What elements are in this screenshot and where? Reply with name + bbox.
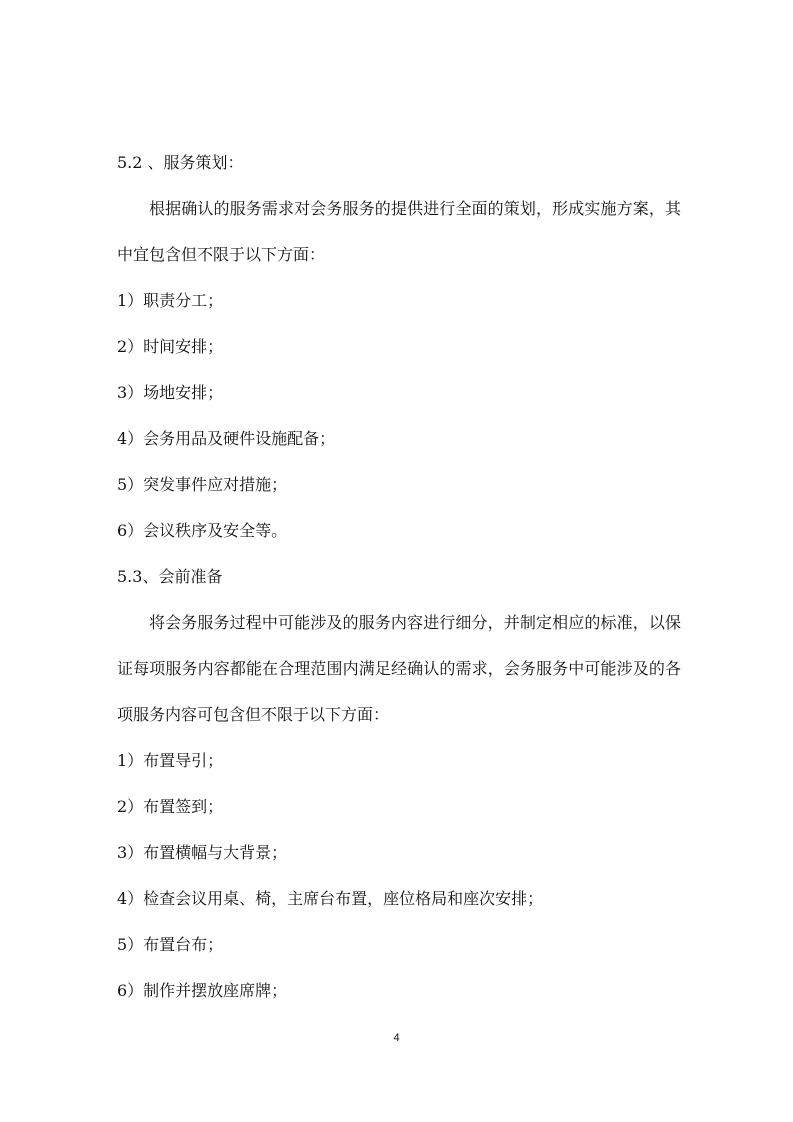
page-number: 4 [393, 1032, 400, 1044]
list-item: 2）时间安排； [117, 337, 224, 356]
list-item: 4）检查会议用桌、椅，主席台布置，座位格局和座次安排； [117, 889, 544, 908]
list-item: 1）职责分工； [117, 291, 224, 310]
document-body [117, 140, 681, 1014]
list-item: 3）场地安排； [117, 383, 224, 402]
paragraph: 根据确认的服务需求对会务服务的提供进行全面的策划，形成实施方案，其中宜包含但不限于以下方面： [117, 199, 681, 264]
section-heading: 5.3、会前准备 [117, 567, 223, 586]
list-item: 5）突发事件应对措施； [117, 475, 288, 494]
list-item: 3）布置横幅与大背景； [117, 843, 288, 862]
list-item: 5）布置台布； [117, 935, 224, 954]
section-heading: 5.2 、服务策划： [117, 153, 244, 172]
list-item: 2）布置签到； [117, 797, 224, 816]
list-item: 1）布置导引； [117, 751, 224, 770]
list-item: 6）制作并摆放座席牌； [117, 981, 288, 1000]
list-item: 6）会议秩序及安全等。 [117, 521, 288, 540]
paragraph: 将会务服务过程中可能涉及的服务内容进行细分，并制定相应的标准，以保证每项服务内容都能在合理范围内满足经确认的需求，会务服务中可能涉及的各项服务内容可包含但不限于以下方面： [117, 613, 681, 724]
list-item: 4）会务用品及硬件设施配备； [117, 429, 336, 448]
